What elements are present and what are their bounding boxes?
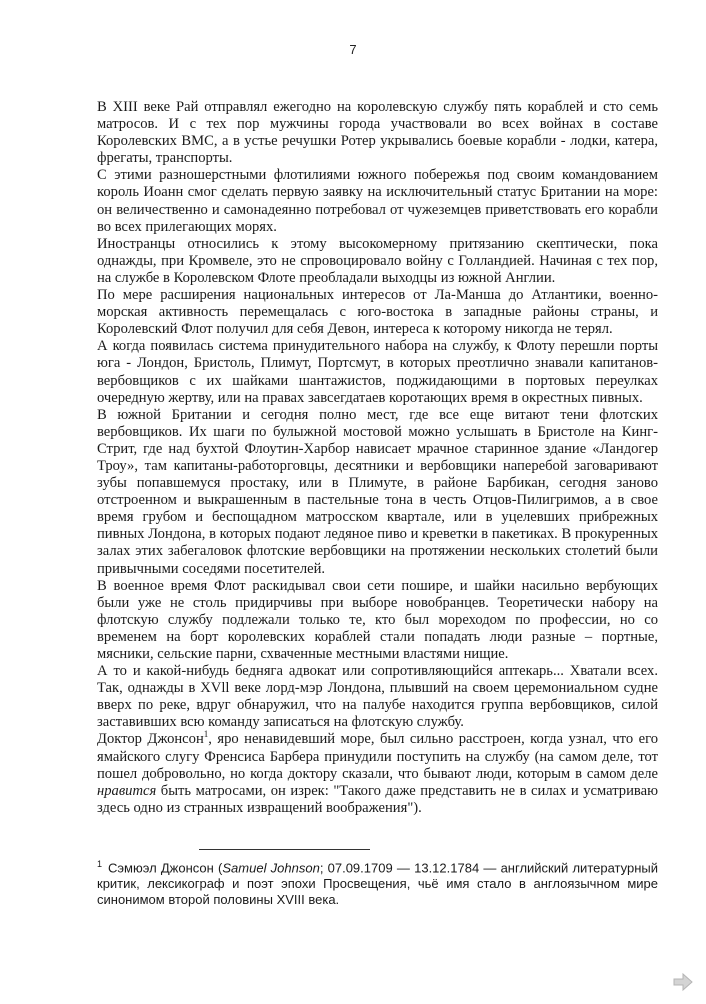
- paragraph: Иностранцы относились к этому высокомерному притязанию скептически, пока однажды, при Кромвеле, это не спровоцировало войну с Голландией. Начиная с тех пор, на службе в Королевском Флоте преобладали выходцы из южной Англии.: [97, 235, 658, 286]
- footnote-text: Сэмюэл Джонсон (: [108, 860, 223, 876]
- paragraph-text: Доктор Джонсон: [97, 731, 204, 748]
- paragraph-with-footnote-ref: [97, 731, 658, 816]
- paragraph: В военное время Флот раскидывал свои сети пошире, и шайки насильно вербующих были уже не столь придирчивы при выборе новобранцев. Теоретически набору на флотскую службу подлежали только те, кто был мореходом по профессии, но со временем на борт королевских кораблей стали попадать люди разные – портные, мясники, сельские парни, схваченные местными властями нищие.: [97, 577, 658, 662]
- paragraph: По мере расширения национальных интересов от Ла-Манша до Атлантики, военно-морская активность перемещалась с юго-востока в западные районы страны, и Королевский Флот получил для себя Девон, интереса к которому никогда не терял.: [97, 287, 658, 338]
- paragraph: В южной Британии и сегодня полно мест, где все еще витают тени флотских вербовщиков. Их шаги по булыжной мостовой можно услышать в Бристоле на Кинг-Стрит, где над бухтой Флоутин-Харбор нависает мрачное старинное здание «Ландогер Троу», там капитаны-работорговцы, десятники и вербовщики наперебой заговаривают зубы попавшемуся простаку, или в Плимуте, в районе Барбикан, сегодня заново отстроенном и выкрашенным в пастельные тона в честь Отцов-Пилигримов, а в свое время грубом и беспощадном матросском квартале, или в уцелевших прибрежных пивных Лондона, в которых подают ледяное пиво и креветки в пакетиках. В прокуренных залах этих забегаловок флотские вербовщики на протяжении нескольких столетий были привычными соседями посетителей.: [97, 406, 658, 577]
- paragraph: А то и какой-нибудь бедняга адвокат или сопротивляющийся аптекарь... Хватали всех. Так, однажды в XVll веке лорд-мэр Лондона, плывший на своем церемониальном судне вверх по реке, вдруг обнаружил, что на палубе находится группа вербовщиков, силой заставивших всю команду записаться на флотскую службу.: [97, 663, 658, 731]
- page-number: 7: [349, 42, 357, 57]
- paragraph: С этими разношерстными флотилиями южного побережья под своим командованием король Иоанн смог сделать первую заявку на исключительный статус Британии на море: он величественно и самонадеянно потребовал от чужеземцев приветствовать его корабли во всех прилегающих морях.: [97, 167, 658, 235]
- footnote-mark: 1: [97, 859, 103, 869]
- footnote-italic-text: Samuel Johnson: [222, 860, 320, 876]
- paragraph-text: быть матросами, он изрек: "Такого даже представить не в силах и усматриваю здесь одно из странных извращений воображения").: [97, 782, 658, 816]
- paragraph: А когда появилась система принудительного набора на службу, к Флоту перешли порты юга - Лондон, Бристоль, Плимут, Портсмут, в которых преотлично знавали капитанов-вербовщиков с их шайками шантажистов, поджидающими в портовых переулках очередную жертву, или на правах завсегдатаев коротающих время в окрестных пивных.: [97, 338, 658, 406]
- emphasis-text: нравится: [97, 782, 157, 799]
- next-page-arrow-icon[interactable]: [672, 972, 694, 992]
- paragraph: В XIII веке Рай отправлял ежегодно на королевскую службу пять кораблей и сто семь матросов. И с тех пор мужчины города участвовали во всех войнах в составе Королевских ВМС, а в устье речушки Ротер укрывались боевые корабли - лодки, катера, фрегаты, транспорты.: [97, 99, 658, 167]
- footnote-separator: [199, 849, 370, 850]
- footnote-text: ; 07.09.1709 — 13.12.1784 — английский литературный критик, лексикограф и поэт эпохи Просвещения, чьё имя стало в англоязычном мире синонимом второй половины XVIII века.: [97, 860, 658, 908]
- footnote: [97, 856, 658, 908]
- paragraph-text: , яро ненавидевший море, был сильно расстроен, когда узнал, что его ямайского слугу Френсиса Барбера принудили поступить на службу (на самом деле, тот пошел добровольно, но когда доктору сказали, что бывают люди, которым в самом деле: [97, 731, 658, 782]
- body-text: [97, 99, 658, 817]
- footnote-reference-link[interactable]: 1: [203, 729, 209, 740]
